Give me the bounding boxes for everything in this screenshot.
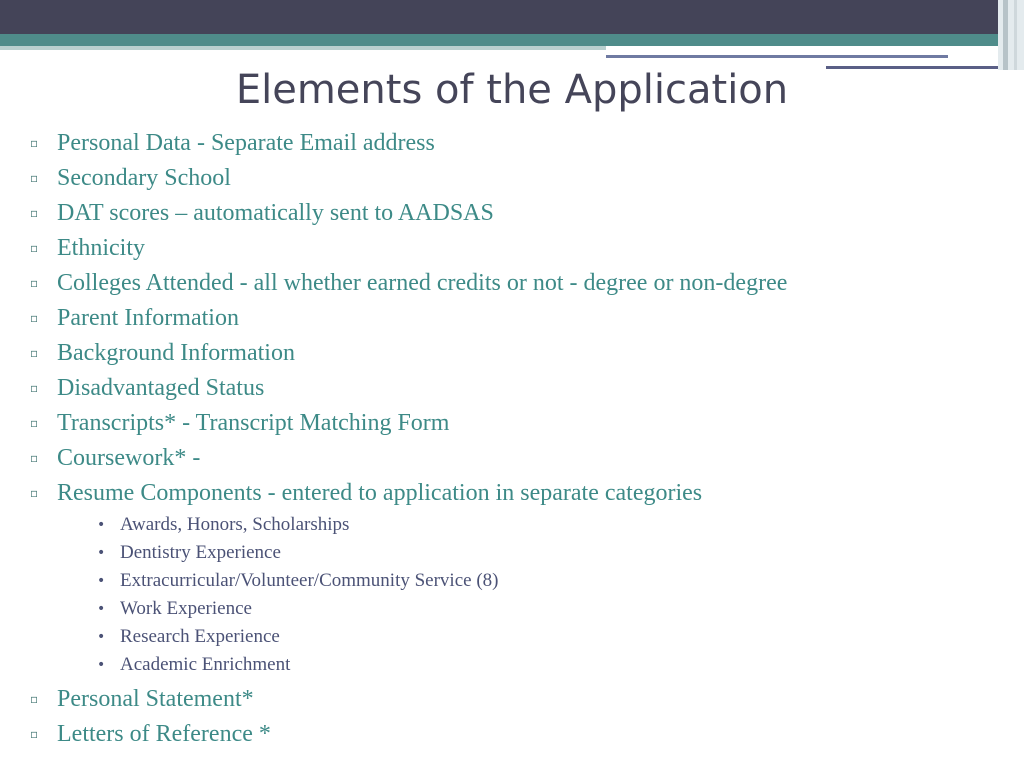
dot-bullet-icon: • <box>97 545 106 561</box>
square-bullet-icon: ▫ <box>30 206 39 220</box>
header-band-dark <box>0 0 1024 34</box>
slide-title: Elements of the Application <box>235 67 789 113</box>
bullet-list-continued <box>30 682 1000 752</box>
bullet-item <box>30 196 1000 231</box>
bullet-text: Personal Statement* <box>57 686 254 712</box>
bullet-item <box>30 476 1000 511</box>
bullet-text: Secondary School <box>57 165 231 191</box>
square-bullet-icon: ▫ <box>30 241 39 255</box>
bullet-text: Colleges Attended - all whether earned credits or not - degree or non-degree <box>57 270 788 296</box>
header-edge-bar <box>1003 0 1008 70</box>
sub-bullet-list <box>30 511 1000 679</box>
square-bullet-icon: ▫ <box>30 171 39 185</box>
bullet-item <box>30 161 1000 196</box>
bullet-list <box>30 126 1000 511</box>
bullet-text: Parent Information <box>57 305 239 331</box>
bullet-item <box>30 336 1000 371</box>
square-bullet-icon: ▫ <box>30 136 39 150</box>
slide-body <box>30 126 1000 752</box>
square-bullet-icon: ▫ <box>30 346 39 360</box>
square-bullet-icon: ▫ <box>30 381 39 395</box>
bullet-text: Disadvantaged Status <box>57 375 265 401</box>
bullet-item <box>30 126 1000 161</box>
bullet-text: Background Information <box>57 340 295 366</box>
bullet-item <box>30 406 1000 441</box>
bullet-text: Resume Components - entered to application in separate categories <box>57 480 703 506</box>
sub-bullet-text: Academic Enrichment <box>120 654 291 675</box>
sub-bullet-item <box>93 623 1000 651</box>
square-bullet-icon: ▫ <box>30 451 39 465</box>
square-bullet-icon: ▫ <box>30 727 39 741</box>
square-bullet-icon: ▫ <box>30 416 39 430</box>
bullet-text: Letters of Reference * <box>57 721 271 747</box>
dot-bullet-icon: • <box>97 573 106 589</box>
header-band-light <box>0 46 606 50</box>
sub-bullet-item <box>93 651 1000 679</box>
bullet-item <box>30 301 1000 336</box>
sub-bullet-text: Work Experience <box>120 598 252 619</box>
sub-bullet-item <box>93 539 1000 567</box>
bullet-item <box>30 682 1000 717</box>
sub-bullet-item <box>93 567 1000 595</box>
bullet-text: Coursework* - <box>57 445 201 471</box>
bullet-item <box>30 231 1000 266</box>
header-band-teal <box>0 34 1024 46</box>
bullet-text: Ethnicity <box>57 235 145 261</box>
square-bullet-icon: ▫ <box>30 276 39 290</box>
sub-bullet-item <box>93 511 1000 539</box>
sub-bullet-text: Awards, Honors, Scholarships <box>120 514 350 535</box>
sub-bullet-text: Research Experience <box>120 626 280 647</box>
dot-bullet-icon: • <box>97 657 106 673</box>
header-edge-bar-thin <box>1014 0 1017 70</box>
bullet-item <box>30 266 1000 301</box>
bullet-item <box>30 371 1000 406</box>
bullet-text: Transcripts* - Transcript Matching Form <box>57 410 450 436</box>
square-bullet-icon: ▫ <box>30 692 39 706</box>
bullet-item <box>30 717 1000 752</box>
bullet-item <box>30 441 1000 476</box>
square-bullet-icon: ▫ <box>30 486 39 500</box>
sub-bullet-text: Extracurricular/Volunteer/Community Service (8) <box>120 570 499 591</box>
dot-bullet-icon: • <box>97 629 106 645</box>
bullet-text: DAT scores – automatically sent to AADSAS <box>57 200 494 226</box>
square-bullet-icon: ▫ <box>30 311 39 325</box>
sub-bullet-text: Dentistry Experience <box>120 542 281 563</box>
dot-bullet-icon: • <box>97 601 106 617</box>
sub-bullet-item <box>93 595 1000 623</box>
header-edge-strip <box>998 0 1024 70</box>
header-accent-line <box>606 55 948 58</box>
dot-bullet-icon: • <box>97 517 106 533</box>
bullet-text: Personal Data - Separate Email address <box>57 130 435 156</box>
